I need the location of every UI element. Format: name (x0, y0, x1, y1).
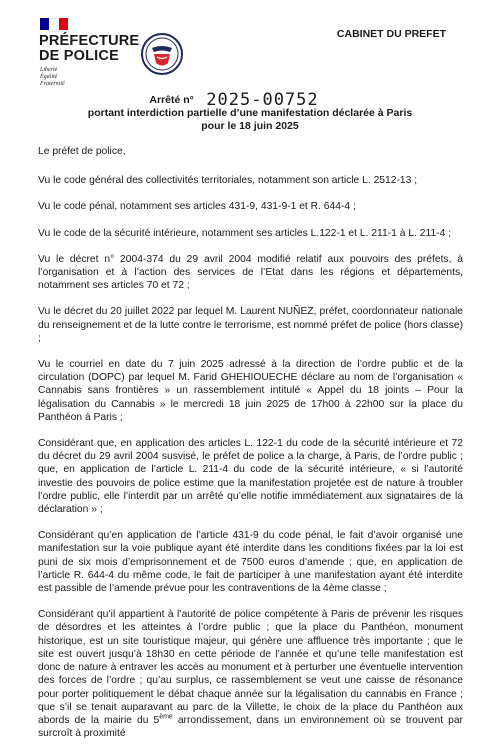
prefecture-police-logo-icon (140, 32, 184, 76)
body-paragraph: Considérant qu’en application de l’article 431-9 du code pénal, le fait d’avoir organisé une manifestation sur la voie publique ayant été interdite dans les conditions fixées par la loi est puni de six mois d’emprisonnement et de 7500 euros d’amende ; que, en application de l’article R. 644-4 du même code, le fait de participer à une manifestation ayant été interdite est passible de l’amende prévue pour les contraventions de la 4ème classe ; (38, 530, 463, 595)
arrete-label: Arrêté n° (149, 94, 194, 106)
cabinet-label: CABINET DU PREFET (336, 28, 446, 40)
motto-fraternite: Fraternité (40, 81, 65, 87)
prefecture-line-1: PRÉFECTURE (39, 33, 140, 49)
body-paragraph: Vu le code général des collectivités territoriales, notamment son article L. 2512-13 ; (38, 175, 418, 187)
document-body (38, 145, 463, 753)
motto-egalite: Égalité (40, 74, 58, 80)
body-paragraph (38, 608, 463, 740)
motto-liberte: Liberté (40, 67, 58, 73)
body-paragraph: Vu le courriel en date du 7 juin 2025 adressé à la direction de l’ordre public et de la circulation (DOPC) par lequel M. Farid GHEHIOUECHE déclare au nom de l’organisation « Cannabis sans frontières » un rassemblement intitulé « Appel du 18 joints – Pour la légalisation du Cannabis » le mercredi 18 juin 2025 de 17h00 à 22h00 sur la place du Panthéon à Paris ; (38, 359, 463, 423)
document-title (0, 107, 500, 133)
prefecture-line-2: DE POLICE (39, 48, 119, 64)
french-flag-icon (40, 18, 68, 30)
body-paragraph: Le préfet de police, (38, 146, 126, 157)
title-line-2: pour le 18 juin 2025 (201, 120, 299, 132)
body-paragraph: Vu le code pénal, notamment ses articles 431-9, 431-9-1 et R. 644-4 ; (38, 201, 356, 213)
republic-motto (40, 67, 65, 88)
arrete-number: 2025-00752 (206, 90, 319, 110)
paragraph-text: Considérant qu’il appartient à l’autorité de police compétente à Paris de prévenir les risques de désordres et les atteintes à l’ordre public ; que la place du Panthéon, monument historique, est un site touristique majeur, qui génère une affluence très importante ; que le site est ouvert jusqu’à 18h30 en cette période de l’année et qu’une telle manifestation est donc de nature à entraver les accès au monument et à perturber une éventuelle intervention des forces de l’ordre ; qu’au surplus, ce rassemblement se veut une caisse de résonance pour porter politiquement le débat chaque année sur la légalisation du cannabis en France ; que s’il se tenait auparavant au parc de la Villette, le choix de la place du Panthéon aux abords de la mairie du 5 (38, 609, 463, 726)
arrete-heading (0, 88, 500, 108)
body-paragraph: Vu le code de la sécurité intérieure, notamment ses articles L.122-1 et L. 211-1 à L. 211-4 ; (38, 227, 452, 239)
prefecture-name (39, 34, 139, 64)
body-paragraph: Vu le décret n° 2004-374 du 29 avril 2004 modifié relatif aux pouvoirs des préfets, à l’organisation et à l’action des services de l’Etat dans les régions et départements, notamment ses articles 70 et 72 ; (38, 253, 463, 292)
superscript: ème (159, 713, 173, 721)
paragraph-text: arrondissement, dans un environnement où se trouvent par surcroît à proximité (38, 714, 463, 740)
body-paragraph: Vu le décret du 20 juillet 2022 par lequel M. Laurent NUÑEZ, préfet, coordonnateur nationale du renseignement et de la lutte contre le terrorisme, est nommé préfet de police (hors classe) ; (38, 306, 463, 344)
title-line-1: portant interdiction partielle d’une manifestation déclarée à Paris (87, 107, 413, 119)
body-paragraph: Considérant que, en application des articles L. 122-1 du code de la sécurité intérieure et 72 du décret du 29 avril 2004 susvisé, le préfet de police a la charge, à Paris, de l’ordre public ; que, en application de l’article L. 211-4 du code de la sécurité intérieure, « si l’autorité investie des pouvoirs de police estime que la manifestation projetée est de nature à troubler l’ordre public, elle l’interdit par un arrêté qu’elle notifie immédiatement aux signataires de la déclaration » ; (38, 438, 463, 516)
